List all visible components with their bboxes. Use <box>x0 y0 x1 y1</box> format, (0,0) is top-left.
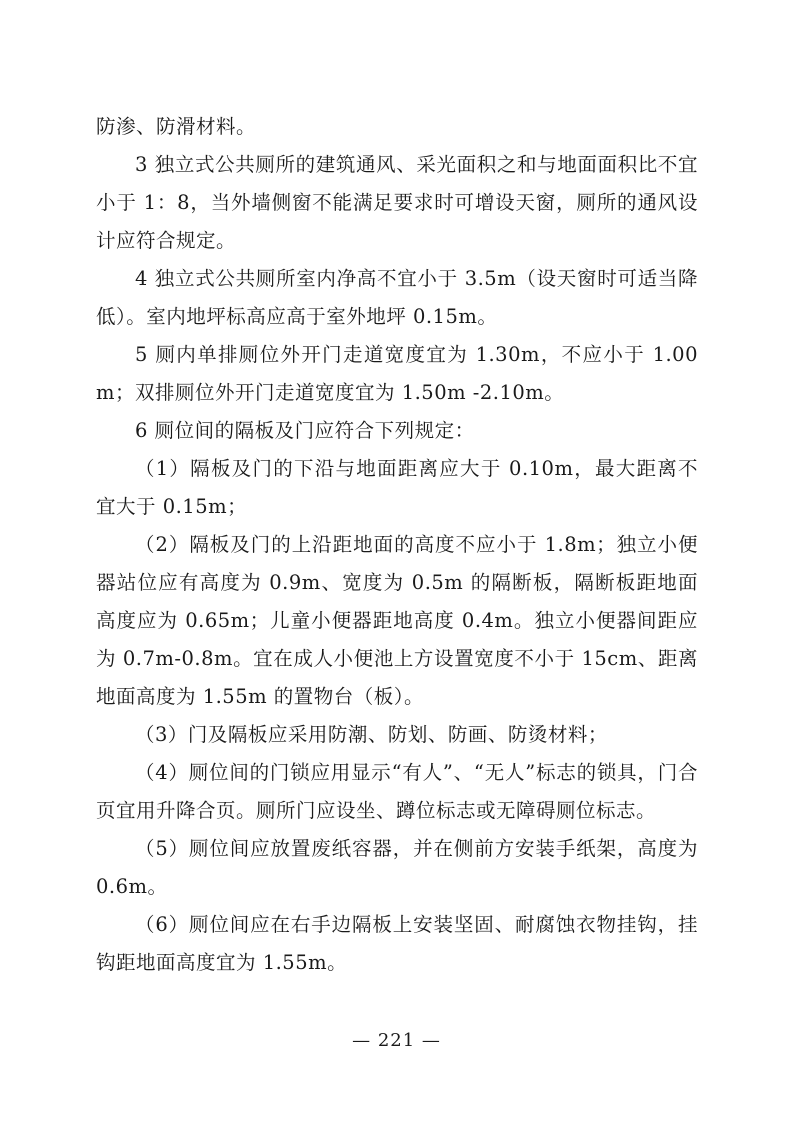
paragraph: 防渗、防滑材料。 <box>96 115 257 138</box>
paragraph: （5）厕位间应放置废纸容器，并在侧前方安装手纸架，高度为 0.6m。 <box>96 837 698 898</box>
paragraph: 5 厕内单排厕位外开门走道宽度宜为 1.30m，不应小于 1.00m；双排厕位外开门走道宽度宜为 1.50m -2.10m。 <box>96 343 698 404</box>
page-number: — 221 — <box>352 1030 441 1051</box>
paragraph: 4 独立式公共厕所室内净高不宜小于 3.5m（设天窗时可适当降低）。室内地坪标高应高于室外地坪 0.15m。 <box>96 267 698 328</box>
paragraph: （3）门及隔板应采用防潮、防划、防画、防烫材料； <box>135 723 608 746</box>
paragraph: （1）隔板及门的下沿与地面距离应大于 0.10m，最大距离不宜大于 0.15m； <box>96 457 698 518</box>
paragraph: 6 厕位间的隔板及门应符合下列规定： <box>135 419 475 442</box>
paragraph: （6）厕位间应在右手边隔板上安装坚固、耐腐蚀衣物挂钩，挂钩距地面高度宜为 1.55m。 <box>96 913 698 974</box>
paragraph: （2）隔板及门的上沿距地面的高度不应小于 1.8m；独立小便器站位应有高度为 0.9m、宽度为 0.5m 的隔断板，隔断板距地面高度应为 0.65m；儿童小便器距地高度 0.4m。独立小便器间距应为 0.7m-0.8m。宜在成人小便池上方设置宽度不小于 15cm、距离地面高度为 1.55m 的置物台（板）。 <box>96 533 698 708</box>
document-body <box>96 108 698 982</box>
paragraph: 3 独立式公共厕所的建筑通风、采光面积之和与地面面积比不宜小于 1：8，当外墙侧窗不能满足要求时可增设天窗，厕所的通风设计应符合规定。 <box>96 153 698 252</box>
paragraph: （4）厕位间的门锁应用显示“有人”、“无人”标志的锁具，门合页宜用升降合页。厕所门应设坐、蹲位标志或无障碍厕位标志。 <box>96 761 698 822</box>
